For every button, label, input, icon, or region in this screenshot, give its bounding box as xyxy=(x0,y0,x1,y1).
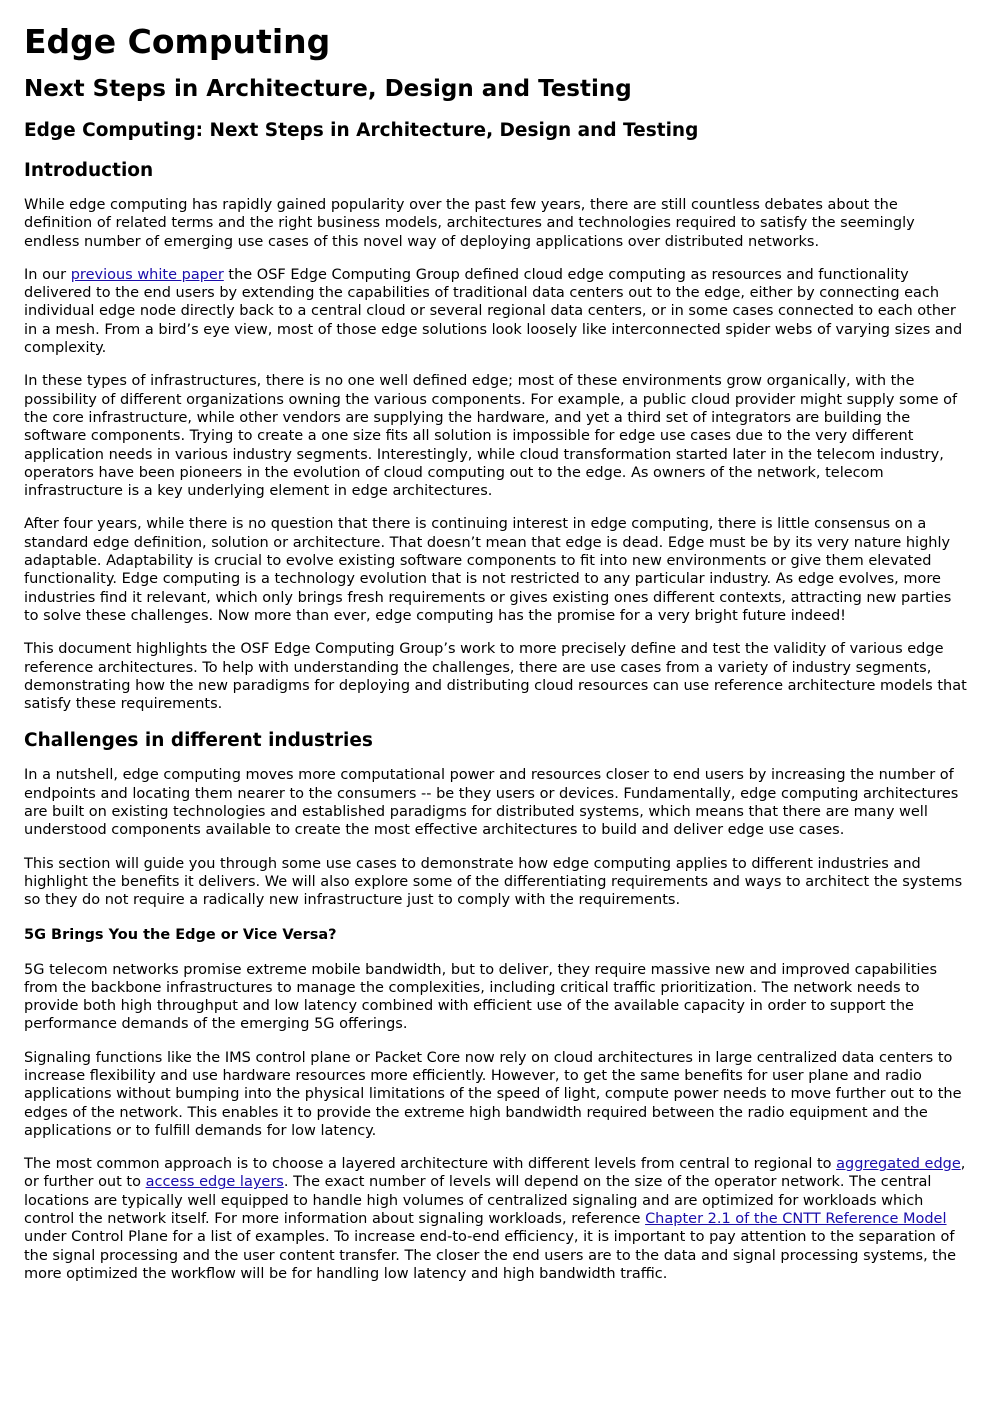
paragraph-text: . The exact number of levels will depend on the size of the operator network. The central locations are typically well equipped to handle high volumes of centralized signaling and are optimized for workloads which control the network itself. For more information about signaling workloads, reference xyxy=(24,1174,932,1228)
cntt-reference-model-link[interactable]: Chapter 2.1 of the CNTT Reference Model xyxy=(645,1211,947,1228)
introduction-paragraph-1: While edge computing has rapidly gained popularity over the past few years, there are still countless debates about the definition of related terms and the right business models, architectures and technologies required to satisfy the seemingly endless number of emerging use cases of this novel way of deploying applications over distributed networks. xyxy=(24,197,915,250)
previous-white-paper-link[interactable]: previous white paper xyxy=(70,266,224,283)
5g-paragraph-3 xyxy=(24,1155,970,1283)
aggregated-edge-link[interactable]: aggregated edge xyxy=(836,1156,961,1173)
paragraph-text: , or further out to xyxy=(24,1156,966,1191)
paragraph-text: the OSF Edge Computing Group defined cloud edge computing as resources and functionality delivered to the end users by extending the capabilities of traditional data centers out to the edge, either by connecting each individual edge node directly back to a central cloud or several regional data centers, or in some cases connected to each other in a mesh. From a bird’s eye view, most of those edge solutions look loosely like interconnected spider webs of varying sizes and complexity. xyxy=(24,266,963,357)
challenges-paragraph-1: In a nutshell, edge computing moves more computational power and resources closer to end users by increasing the number of endpoints and locating them nearer to the consumers -- be they users or devices. Fundamentally, edge computing architectures are built on existing technologies and established paradigms for distributed systems, which means that there are many well understood components available to create the most effective architectures to build and deliver edge use cases. xyxy=(24,767,959,839)
introduction-paragraph-4: After four years, while there is no question that there is continuing interest in edge computing, there is little consensus on a standard edge definition, solution or architecture. That doesn’t mean that edge is dead. Edge must be by its very nature highly adaptable. Adaptability is crucial to evolve existing software components to fit into new environments or give them elevated functionality. Edge computing is a technology evolution that is not restricted to any particular industry. As edge evolves, more industries find it relevant, which only brings fresh requirements or gives existing ones different contexts, attracting new parties to solve these challenges. Now more than ever, edge computing has the promise for a very bright future indeed! xyxy=(24,516,952,624)
5g-paragraph-1: 5G telecom networks promise extreme mobile bandwidth, but to deliver, they require massive new and improved capabilities from the backbone infrastructures to manage the complexities, including critical traffic prioritization. The network needs to provide both high throughput and low latency combined with efficient use of the available capacity in order to support the performance demands of the emerging 5G offerings. xyxy=(24,961,938,1033)
paragraph-text: The most common approach is to choose a layered architecture with different levels from central to regional to xyxy=(24,1156,837,1173)
5g-paragraph-2: Signaling functions like the IMS control plane or Packet Core now rely on cloud architectures in large centralized data centers to increase flexibility and use hardware resources more efficiently. However, to get the same benefits for user plane and radio applications without bumping into the physical limitations of the speed of light, compute power needs to move further out to the edges of the network. This enables it to provide the extreme high bandwidth required between the radio equipment and the applications or to fulfill demands for low latency. xyxy=(24,1049,962,1139)
challenges-heading: Challenges in different industries xyxy=(24,730,373,752)
access-edge-layers-link[interactable]: access edge layers xyxy=(145,1174,284,1191)
paragraph-text: under Control Plane for a list of examples. To increase end-to-end efficiency, it is important to pay attention to the separation of the signal processing and the user content transfer. The closer the end users are to the data and signal processing systems, the more optimized the workflow will be for handling low latency and high bandwidth traffic. xyxy=(24,1229,957,1282)
paragraph-text: In our xyxy=(24,266,71,283)
introduction-paragraph-5: This document highlights the OSF Edge Computing Group’s work to more precisely define and test the validity of various edge reference architectures. To help with understanding the challenges, there are use cases from a variety of industry segments, demonstrating how the new paradigms for deploying and distributing cloud resources can use reference architecture models that satisfy these requirements. xyxy=(24,641,967,713)
document-subtitle: Next Steps in Architecture, Design and Testing xyxy=(24,76,632,102)
5g-heading: 5G Brings You the Edge or Vice Versa? xyxy=(24,926,337,943)
introduction-paragraph-3: In these types of infrastructures, there is no one well defined edge; most of these environments grow organically, with the possibility of different organizations owning the various components. For example, a public cloud provider might supply some of the core infrastructure, while other vendors are supplying the hardware, and yet a third set of integrators are building the software components. Trying to create a one size fits all solution is impossible for edge use cases due to the very different application needs in various industry segments. Interestingly, while cloud transformation started later in the telecom industry, operators have been pioneers in the evolution of cloud computing out to the edge. As owners of the network, telecom infrastructure is a key underlying element in edge architectures. xyxy=(24,373,958,500)
challenges-paragraph-2: This section will guide you through some use cases to demonstrate how edge computing applies to different industries and highlight the benefits it delivers. We will also explore some of the differentiating requirements and ways to architect the systems so they do not require a radically new infrastructure just to comply with the requirements. xyxy=(24,855,963,909)
section-title: Edge Computing: Next Steps in Architecture, Design and Testing xyxy=(24,120,699,141)
introduction-paragraph-2 xyxy=(24,266,970,357)
introduction-heading: Introduction xyxy=(24,160,154,181)
document-title: Edge Computing xyxy=(24,22,331,61)
